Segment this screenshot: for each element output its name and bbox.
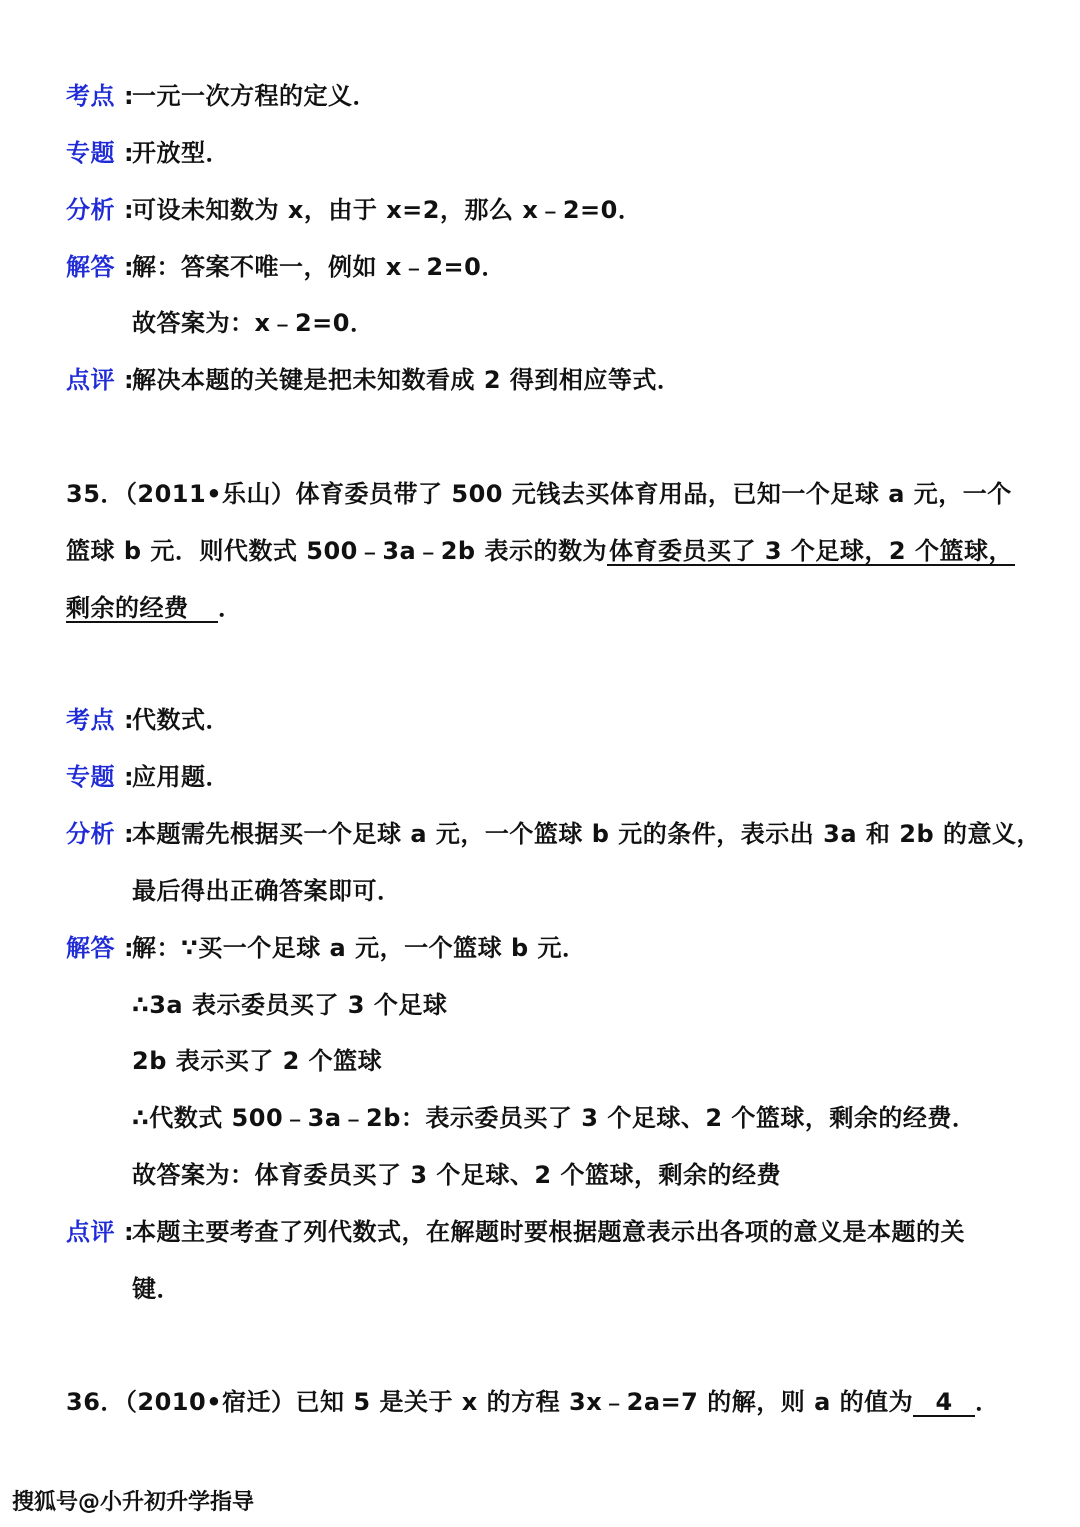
question-36-line <box>66 1386 1000 1418</box>
question-36-text: 36．（2010•宿迁）已知 5 是关于 x 的方程 3x﹣2a=7 的解，则 a 的值为 <box>66 1388 914 1416</box>
fenxi-text: 本题需先根据买一个足球 a 元，一个篮球 b 元的条件，表示出 3a 和 2b 的意义， <box>132 820 1041 848</box>
jieda-continuation: 故答案为：x﹣2=0． <box>132 309 375 337</box>
dianping-continuation: 键． <box>132 1275 181 1303</box>
jieda-step-4: 故答案为：体育委员买了 3 个足球、2 个篮球，剩余的经费 <box>132 1161 781 1189</box>
dianping-label: 点评 <box>66 1218 115 1246</box>
dianping-label: 点评 <box>66 366 115 394</box>
watermark: 搜狐号@小升初升学指导 <box>12 1490 255 1515</box>
answer-blank-35: 体育委员买了 3 个足球，2 个篮球， <box>608 537 1013 565</box>
zhuanti-row-1 <box>66 137 230 169</box>
kaodian-text: 一元一次方程的定义． <box>132 82 377 110</box>
question-35-line-3 <box>66 592 243 624</box>
zhuanti-text: 应用题． <box>132 763 230 791</box>
colon: : <box>124 139 135 167</box>
question-35-period: ． <box>218 594 243 622</box>
zhuanti-text: 开放型． <box>132 139 230 167</box>
fenxi-label: 分析 <box>66 820 115 848</box>
jieda-row-2 <box>66 932 587 964</box>
jieda-step-2: 2b 表示买了 2 个篮球 <box>132 1047 383 1075</box>
jieda-text: 解：答案不唯一，例如 x﹣2=0． <box>132 253 506 281</box>
jieda-text: 解：∵买一个足球 a 元，一个篮球 b 元． <box>132 934 587 962</box>
question-36-period: ． <box>975 1388 1000 1416</box>
colon: : <box>124 82 135 110</box>
kaodian-label: 考点 <box>66 82 115 110</box>
kaodian-label: 考点 <box>66 706 115 734</box>
kaodian-text: 代数式． <box>132 706 230 734</box>
jieda-step-3: ∴代数式 500﹣3a﹣2b：表示委员买了 3 个足球、2 个篮球，剩余的经费． <box>132 1104 977 1132</box>
fenxi-row-1 <box>66 194 642 226</box>
jieda-label: 解答 <box>66 934 115 962</box>
answer-blank-36: 4 <box>913 1389 975 1417</box>
answer-blank-35-continued: 剩余的经费 <box>66 595 218 623</box>
jieda-step-1: ∴3a 表示委员买了 3 个足球 <box>132 991 448 1019</box>
dianping-row-2 <box>66 1216 965 1248</box>
dianping-text: 解决本题的关键是把未知数看成 2 得到相应等式． <box>132 366 682 394</box>
colon: : <box>124 820 135 848</box>
dianping-row-1 <box>66 364 681 396</box>
jieda-row-1 <box>66 251 506 283</box>
fenxi-row-2 <box>66 818 1041 850</box>
colon: : <box>124 196 135 224</box>
question-35-line-2 <box>66 535 1015 567</box>
colon: : <box>124 1218 135 1246</box>
question-35-line-1: 35．（2011•乐山）体育委员带了 500 元钱去买体育用品，已知一个足球 a 元，一个 <box>66 480 1012 508</box>
colon: : <box>124 366 135 394</box>
colon: : <box>124 763 135 791</box>
kaodian-row-2 <box>66 704 230 736</box>
jieda-label: 解答 <box>66 253 115 281</box>
fenxi-continuation: 最后得出正确答案即可． <box>132 877 402 905</box>
zhuanti-label: 专题 <box>66 763 115 791</box>
question-35-text: 篮球 b 元．则代数式 500﹣3a﹣2b 表示的数为 <box>66 537 607 565</box>
zhuanti-label: 专题 <box>66 139 115 167</box>
fenxi-label: 分析 <box>66 196 115 224</box>
colon: : <box>124 934 135 962</box>
colon: : <box>124 253 135 281</box>
zhuanti-row-2 <box>66 761 230 793</box>
dianping-text: 本题主要考查了列代数式，在解题时要根据题意表示出各项的意义是本题的关 <box>132 1218 965 1246</box>
colon: : <box>124 706 135 734</box>
fenxi-text: 可设未知数为 x，由于 x=2，那么 x﹣2=0． <box>132 196 643 224</box>
kaodian-row-1 <box>66 80 377 112</box>
